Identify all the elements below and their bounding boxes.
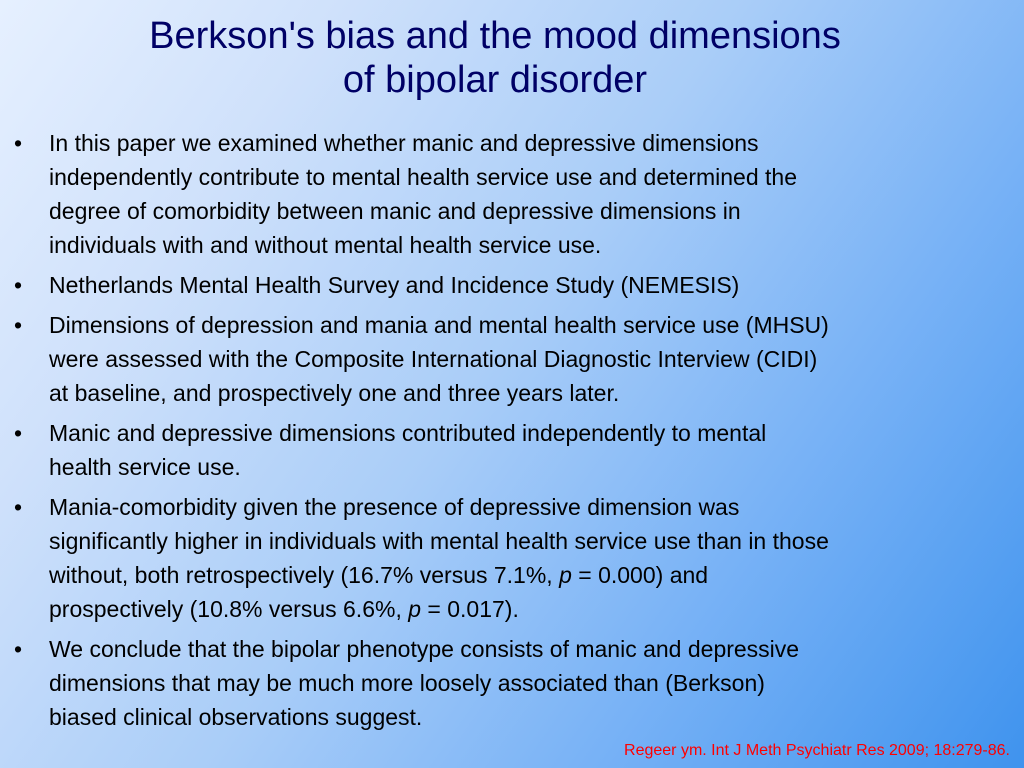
bullet-item bbox=[12, 268, 1018, 302]
title-line: Berkson's bias and the mood dimensions bbox=[149, 15, 841, 57]
bullet-icon: • bbox=[14, 312, 23, 338]
bullet-text-line bbox=[49, 592, 1018, 626]
bullet-text-line: health service use. bbox=[49, 454, 241, 480]
bullet-item bbox=[12, 416, 1018, 484]
bullet-text-line: at baseline, and prospectively one and three years later. bbox=[49, 380, 620, 406]
bullet-text-line: In this paper we examined whether manic and depressive dimensions bbox=[49, 130, 759, 156]
bullet-text-line: significantly higher in individuals with mental health service use than in those bbox=[49, 528, 829, 554]
text-segment: prospectively (10.8% versus 6.6%, bbox=[49, 596, 409, 622]
bullet-text-line: Mania-comorbidity given the presence of depressive dimension was bbox=[49, 494, 740, 520]
citation: Regeer ym. Int J Meth Psychiatr Res 2009; 18:279-86. bbox=[624, 742, 1010, 759]
bullet-icon: • bbox=[14, 494, 23, 520]
text-segment: = 0.017). bbox=[421, 596, 519, 622]
bullet-item bbox=[12, 126, 1018, 262]
bullet-text-line: degree of comorbidity between manic and depressive dimensions in bbox=[49, 198, 741, 224]
bullet-item bbox=[12, 632, 1018, 734]
bullet-text-line: We conclude that the bipolar phenotype consists of manic and depressive bbox=[49, 636, 800, 662]
text-segment: without, both retrospectively (16.7% versus 7.1%, bbox=[49, 562, 560, 588]
slide-title bbox=[30, 14, 960, 102]
bullet-text-line: were assessed with the Composite International Diagnostic Interview (CIDI) bbox=[49, 346, 818, 372]
bullet-text-line: Dimensions of depression and mania and mental health service use (MHSU) bbox=[49, 312, 829, 338]
bullet-text-line bbox=[49, 558, 1018, 592]
bullet-icon: • bbox=[14, 420, 23, 446]
bullet-text-line: individuals with and without mental health service use. bbox=[49, 232, 602, 258]
bullet-icon: • bbox=[14, 636, 23, 662]
bullet-item bbox=[12, 308, 1018, 410]
title-line: of bipolar disorder bbox=[342, 59, 648, 101]
bullet-text-line: Netherlands Mental Health Survey and Incidence Study (NEMESIS) bbox=[49, 272, 740, 298]
text-segment: = 0.000) and bbox=[571, 562, 709, 588]
bullet-icon: • bbox=[14, 130, 23, 156]
bullet-text-line: biased clinical observations suggest. bbox=[49, 704, 423, 730]
p-value-symbol: p bbox=[408, 596, 422, 622]
p-value-symbol: p bbox=[559, 562, 572, 588]
bullet-text-line: dimensions that may be much more loosely associated than (Berkson) bbox=[49, 670, 765, 696]
bullet-list bbox=[12, 126, 1018, 740]
bullet-icon: • bbox=[14, 272, 23, 298]
bullet-text-line: independently contribute to mental health service use and determined the bbox=[49, 164, 797, 190]
bullet-item bbox=[12, 490, 1018, 626]
bullet-text-line: Manic and depressive dimensions contributed independently to mental bbox=[49, 420, 767, 446]
